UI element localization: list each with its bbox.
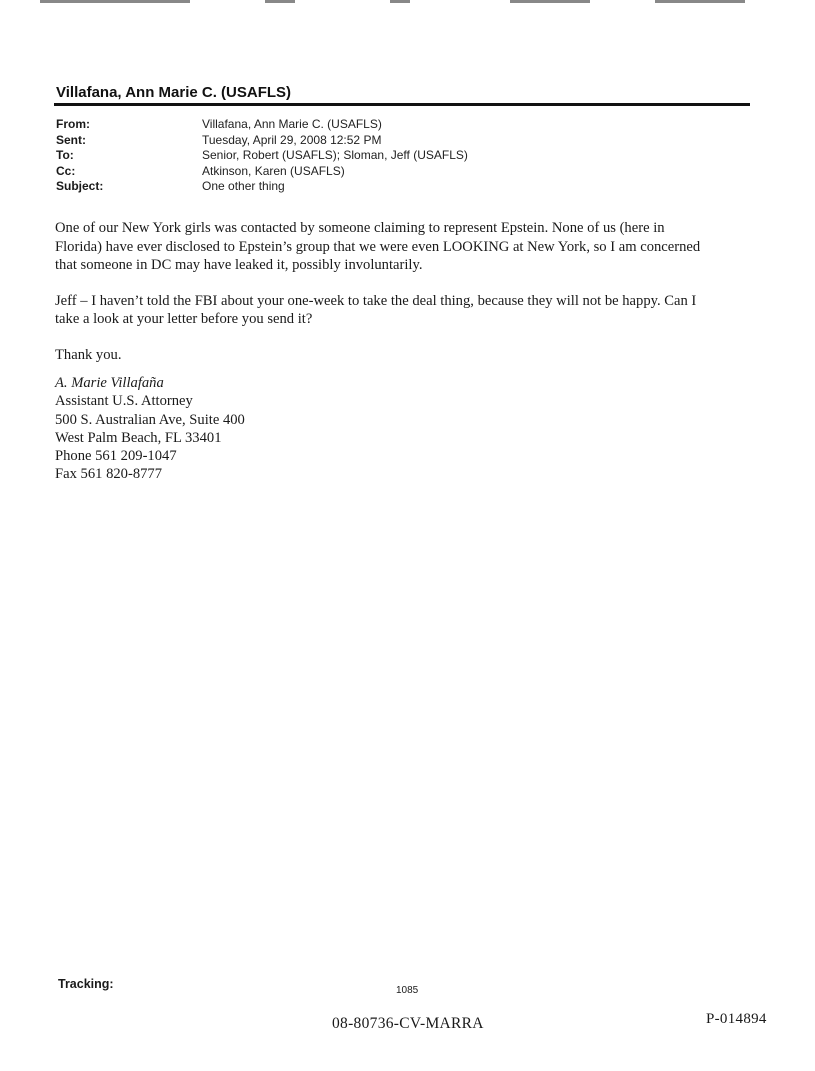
body-line: Jeff – I haven’t told the FBI about your one-week to take the deal thing, because they will not be happy. Can I [55,292,697,309]
field-value: Tuesday, April 29, 2008 12:52 PM [202,132,382,147]
scan-edge-marks [0,0,815,4]
field-value: One other thing [202,179,285,193]
field-sent [56,133,468,149]
body-line: One of our New York girls was contacted by someone claiming to represent Epstein. None of us (here in [55,220,665,236]
email-sender-title: Villafana, Ann Marie C. (USAFLS) [56,84,292,101]
body-paragraph-1 [55,219,755,275]
field-label: To: [56,148,74,162]
field-label: Cc: [56,163,76,178]
field-value: Atkinson, Karen (USAFLS) [202,163,345,178]
field-from [56,117,468,133]
body-line: that someone in DC may have leaked it, possibly involuntarily. [55,257,423,273]
signature-phone: Phone 561 209-1047 [55,448,177,465]
email-body [55,219,755,381]
title-divider [54,103,750,106]
body-paragraph-2 [55,292,755,329]
field-value: Senior, Robert (USAFLS); Sloman, Jeff (USAFLS) [202,148,468,162]
body-line: take a look at your letter before you send it? [55,311,313,327]
signature-name: A. Marie Villafaña [55,375,164,391]
signature-block [55,374,245,484]
body-line: Florida) have ever disclosed to Epstein’s group that we were even LOOKING at New York, so I am concerned [55,238,701,255]
field-label: Sent: [56,132,86,147]
closing-line: Thank you. [55,346,122,363]
signature-address-line-2: West Palm Beach, FL 33401 [55,429,222,446]
field-to [56,148,468,164]
page-number: 1085 [396,985,419,996]
signature-title: Assistant U.S. Attorney [55,393,193,410]
field-label: From: [56,117,90,131]
bates-number: P-014894 [706,1011,767,1027]
field-value: Villafana, Ann Marie C. (USAFLS) [202,117,382,131]
email-header-fields [56,117,468,195]
field-subject [56,179,468,195]
signature-fax: Fax 561 820-8777 [55,466,163,483]
signature-address-line-1: 500 S. Australian Ave, Suite 400 [55,411,245,428]
case-number: 08-80736-CV-MARRA [332,1015,484,1032]
field-label: Subject: [56,179,104,193]
tracking-label: Tracking: [58,977,114,991]
field-cc [56,164,468,180]
